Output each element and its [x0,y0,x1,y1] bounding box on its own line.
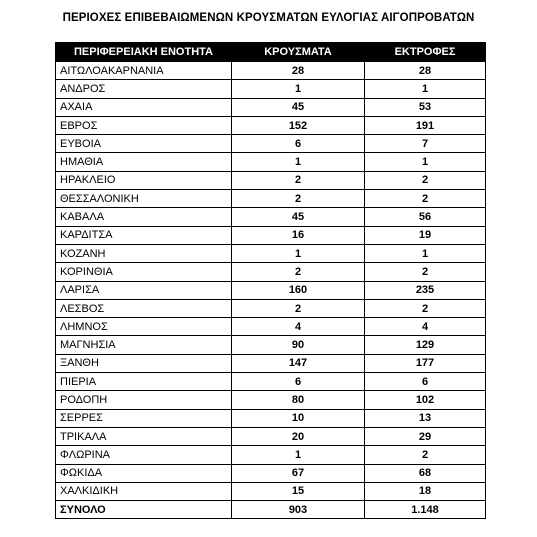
table-row [56,373,486,391]
farms-cell: 1 [365,153,486,171]
column-header-farms: ΕΚΤΡΟΦΕΣ [365,43,486,62]
table-row [56,62,486,80]
cases-cell: 1 [232,153,365,171]
table-row [56,446,486,464]
region-cell: ΜΑΓΝΗΣΙΑ [56,336,232,354]
farms-cell: 29 [365,427,486,445]
region-cell: ΛΕΣΒΟΣ [56,299,232,317]
cases-cell: 160 [232,281,365,299]
farms-cell: 6 [365,373,486,391]
cases-cell: 10 [232,409,365,427]
farms-cell: 4 [365,318,486,336]
table-row [56,391,486,409]
table-row [56,171,486,189]
table-body [56,62,486,501]
region-cell: ΕΥΒΟΙΑ [56,135,232,153]
cases-cell: 15 [232,482,365,500]
table-row [56,281,486,299]
table-row [56,208,486,226]
region-cell: ΤΡΙΚΑΛΑ [56,427,232,445]
table-row [56,80,486,98]
region-cell: ΗΜΑΘΙΑ [56,153,232,171]
cases-cell: 152 [232,116,365,134]
cases-cell: 2 [232,263,365,281]
cases-cell: 45 [232,208,365,226]
cases-cell: 6 [232,373,365,391]
region-cell: ΦΛΩΡΙΝΑ [56,446,232,464]
farms-cell: 28 [365,62,486,80]
cases-cell: 90 [232,336,365,354]
farms-cell: 191 [365,116,486,134]
total-cases: 903 [232,501,365,519]
region-cell: ΚΟΖΑΝΗ [56,244,232,262]
cases-cell: 80 [232,391,365,409]
farms-cell: 2 [365,299,486,317]
region-cell: ΗΡΑΚΛΕΙΟ [56,171,232,189]
table-row [56,336,486,354]
region-cell: ΚΑΡΔΙΤΣΑ [56,226,232,244]
table-row [56,226,486,244]
farms-cell: 7 [365,135,486,153]
region-cell: ΕΒΡΟΣ [56,116,232,134]
farms-cell: 129 [365,336,486,354]
cases-cell: 147 [232,354,365,372]
table-row [56,244,486,262]
farms-cell: 102 [365,391,486,409]
region-cell: ΚΟΡΙΝΘΙΑ [56,263,232,281]
region-cell: ΣΕΡΡΕΣ [56,409,232,427]
column-header-region: ΠΕΡΙΦΕΡΕΙΑΚΗ ΕΝΟΤΗΤΑ [56,43,232,62]
farms-cell: 53 [365,98,486,116]
table-row [56,427,486,445]
cases-cell: 16 [232,226,365,244]
table-header-row [56,43,486,62]
cases-cell: 1 [232,446,365,464]
farms-cell: 2 [365,263,486,281]
farms-cell: 1 [365,80,486,98]
cases-cell: 6 [232,135,365,153]
region-cell: ΘΕΣΣΑΛΟΝΙΚΗ [56,190,232,208]
farms-cell: 18 [365,482,486,500]
farms-cell: 1 [365,244,486,262]
table-row [56,318,486,336]
farms-cell: 2 [365,446,486,464]
region-cell: ΑΧΑΙΑ [56,98,232,116]
total-row [56,501,486,519]
farms-cell: 13 [365,409,486,427]
cases-cell: 2 [232,171,365,189]
total-label: ΣΥΝΟΛΟ [56,501,232,519]
cases-cell: 1 [232,244,365,262]
farms-cell: 235 [365,281,486,299]
farms-cell: 177 [365,354,486,372]
cases-table [55,42,486,519]
table-row [56,116,486,134]
total-farms: 1.148 [365,501,486,519]
cases-cell: 45 [232,98,365,116]
page-title: ΠΕΡΙΟΧΕΣ ΕΠΙΒΕΒΑΙΩΜΕΝΩΝ ΚΡΟΥΣΜΑΤΩΝ ΕΥΛΟΓΙΑΣ ΑΙΓΟΠΡΟΒΑΤΩΝ [62,12,475,24]
region-cell: ΞΑΝΘΗ [56,354,232,372]
region-cell: ΠΙΕΡΙΑ [56,373,232,391]
cases-cell: 2 [232,190,365,208]
table-row [56,354,486,372]
region-cell: ΛΑΡΙΣΑ [56,281,232,299]
cases-cell: 28 [232,62,365,80]
cases-cell: 67 [232,464,365,482]
region-cell: ΚΑΒΑΛΑ [56,208,232,226]
table-row [56,464,486,482]
region-cell: ΦΩΚΙΔΑ [56,464,232,482]
farms-cell: 68 [365,464,486,482]
region-cell: ΛΗΜΝΟΣ [56,318,232,336]
region-cell: ΡΟΔΟΠΗ [56,391,232,409]
farms-cell: 2 [365,190,486,208]
table-row [56,98,486,116]
table-row [56,482,486,500]
cases-cell: 4 [232,318,365,336]
cases-cell: 2 [232,299,365,317]
table-row [56,409,486,427]
cases-cell: 1 [232,80,365,98]
region-cell: ΑΝΔΡΟΣ [56,80,232,98]
table-row [56,135,486,153]
region-cell: ΑΙΤΩΛΟΑΚΑΡΝΑΝΙΑ [56,62,232,80]
farms-cell: 56 [365,208,486,226]
farms-cell: 2 [365,171,486,189]
column-header-cases: ΚΡΟΥΣΜΑΤΑ [232,43,365,62]
table-row [56,153,486,171]
table-row [56,263,486,281]
table-row [56,190,486,208]
farms-cell: 19 [365,226,486,244]
cases-cell: 20 [232,427,365,445]
region-cell: ΧΑΛΚΙΔΙΚΗ [56,482,232,500]
table-row [56,299,486,317]
